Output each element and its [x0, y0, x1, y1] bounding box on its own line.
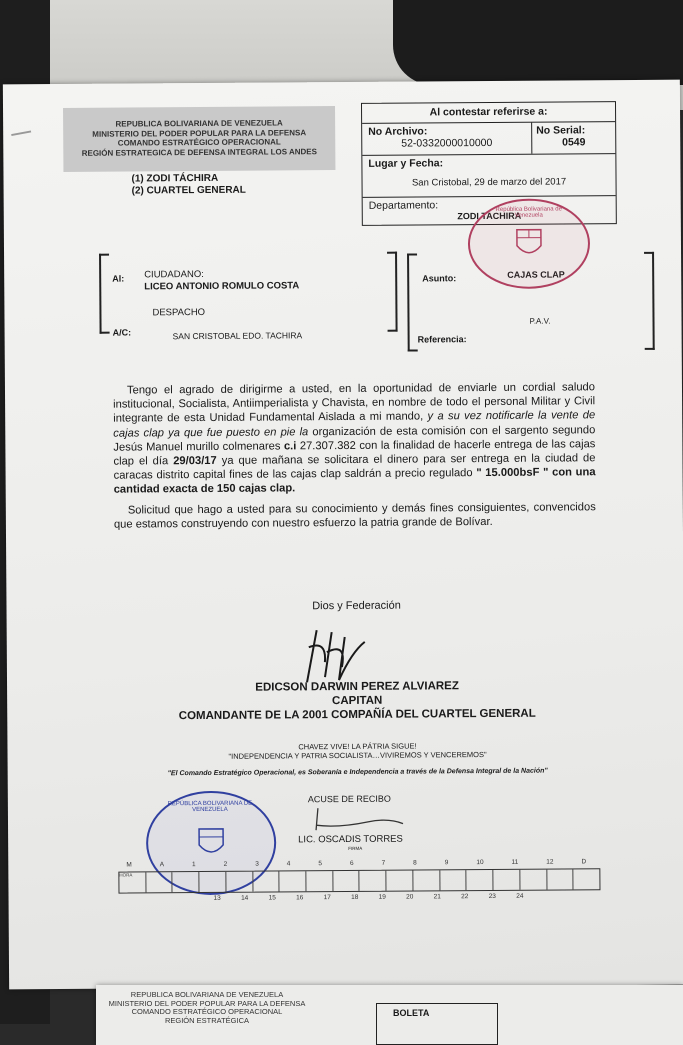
grid-label: 14: [241, 895, 248, 902]
receiver-name: LIC. OSCADIS TORRES: [298, 834, 403, 846]
body-paragraph-2: Solicitud que hago a usted para su conocimiento y demás fines consiguientes, convencidos que estamos construyendo con nuestro esfuerzo la patria grande de Bolívar.: [114, 500, 596, 532]
unit-labels: [131, 173, 245, 198]
body-text-a: Tengo el agrado de dirigirme a usted, en la oportunidad de enviarle un cordial saludo institucional, Socialista, Antiimperialista y Chavista, en nombre de todo el personal Militar y Civil integrante de esta Unidad Fundamental Aislada a mi mando,: [113, 381, 595, 425]
boleta-label: BOLETA: [377, 1004, 497, 1022]
grid-cell: [253, 871, 280, 891]
serial-label: No Serial:: [536, 124, 611, 137]
grid-cell: [467, 870, 494, 890]
gov-line: REPUBLICA BOLIVARIANA DE VENEZUELA: [63, 118, 335, 129]
body-paragraph-1: [113, 380, 596, 497]
body-text-d: con la finalidad de hacerle entrega de las cajas clap el día: [113, 438, 595, 468]
time-grid: [118, 868, 600, 893]
gov-line: COMANDO ESTRATÉGICO OPERACIONAL: [102, 1008, 312, 1017]
subject-right-bracket: [644, 252, 655, 350]
coat-of-arms-icon: [509, 226, 549, 262]
stamp-text: República Bolivariana de Venezuela: [484, 206, 574, 219]
ci-label: c.i: [284, 440, 297, 452]
grid-label: 6: [350, 860, 354, 867]
staple: [11, 130, 31, 136]
grid-cell: [173, 872, 200, 892]
ac-label: A/C:: [113, 327, 132, 337]
next-gov-header: [102, 991, 312, 1025]
citizen-label: CIUDADANO:: [144, 269, 204, 280]
department-value: ZODI TACHIRA: [369, 210, 610, 222]
unit-1: (1) ZODI TÁCHIRA: [131, 173, 245, 186]
grid-cell: [146, 872, 173, 892]
gov-line: MINISTERIO DEL PODER POPULAR PARA LA DEFENSA: [63, 128, 335, 139]
grid-label: 19: [379, 894, 386, 901]
grid-label: D: [581, 858, 586, 865]
subject-left-bracket: [407, 253, 418, 351]
signer-role: COMANDANTE DE LA 2001 COMPAÑÍA DEL CUARTEL GENERAL: [7, 705, 683, 724]
government-header: [63, 106, 335, 172]
price-quantity: " 15.000bsF " con una cantidad exacta de 150 cajas clap.: [114, 466, 596, 496]
gov-line: REGIÓN ESTRATEGICA DE DEFENSA INTEGRAL LOS ANDES: [63, 147, 335, 158]
coat-of-arms-icon: [191, 825, 231, 861]
letter-body: [113, 380, 596, 537]
grid-label: 15: [269, 894, 276, 901]
department-label: Departamento:: [369, 198, 610, 212]
place-date-row: [362, 154, 615, 198]
body-text-b: y a su vez notificarle la vente de cajas clap ya que fue puesto en pie la: [113, 410, 595, 440]
grid-cell: [306, 871, 333, 891]
serial-value: 0549: [536, 136, 611, 149]
archive-value: 52-0332000010000: [368, 137, 525, 150]
grid-label: 3: [255, 861, 259, 868]
grid-cell-hora: HORA: [119, 872, 146, 892]
grid-bottom-numbers: [214, 893, 524, 902]
grid-label: 18: [351, 894, 358, 901]
grid-label: A: [160, 861, 164, 868]
gov-line: REPUBLICA BOLIVARIANA DE VENEZUELA: [102, 991, 312, 1000]
official-seal-stamp: [468, 198, 591, 289]
grid-label: 23: [489, 893, 496, 900]
dark-object: [393, 0, 683, 85]
grid-cell: [360, 871, 387, 891]
signer-rank: CAPITAN: [7, 691, 683, 710]
unit-2: (2) CUARTEL GENERAL: [132, 185, 246, 198]
delivery-date: 29/03/17: [173, 455, 217, 467]
reference-label: Referencia:: [418, 334, 467, 344]
next-document-page: [96, 985, 683, 1045]
grid-label: 21: [434, 893, 441, 900]
grid-label: 13: [214, 895, 221, 902]
grid-cell: [520, 870, 547, 890]
body-text-e: ya que mañana se solicitara el dinero para ser entrega en la ciudad de caracas distrito capital fines de las cajas clap saldrán a precio regulado: [114, 452, 596, 482]
grid-label: 2: [224, 861, 228, 868]
place-date-value: San Cristobal, 29 de marzo del 2017: [369, 176, 610, 189]
stamp-text: REPÚBLICA BOLIVARIANA DE VENEZUELA: [160, 801, 260, 814]
grid-label: 8: [413, 860, 417, 867]
grid-cell: [226, 872, 253, 892]
document-page: [3, 80, 683, 990]
grid-label: M: [126, 861, 131, 868]
boleta-box: [376, 1003, 498, 1045]
grid-label: 12: [546, 859, 553, 866]
grid-cell: [440, 870, 467, 890]
archive-label: No Archivo:: [368, 125, 525, 138]
signer-name: EDICSON DARWIN PEREZ ALVIAREZ: [7, 677, 683, 696]
grid-cell: [413, 870, 440, 890]
grid-label: 10: [476, 859, 483, 866]
body-text-c: organización de esta comisión con el sargento segundo Jesús Manuel murillo colmenares: [113, 424, 595, 454]
motto-3: "El Comando Estratégico Operacional, es Soberanía e Independencia a través de la Defensa Integral de la Nación": [8, 765, 683, 779]
greeting: Dios y Federación: [6, 597, 683, 614]
mottos: [7, 739, 683, 779]
dispatch-label: DESPACHO: [152, 307, 205, 318]
grid-label: 22: [461, 893, 468, 900]
gov-line: COMANDO ESTRATÉGICO OPERACIONAL: [63, 137, 335, 148]
subject-value: CAJAS CLAP: [507, 269, 565, 279]
left-bracket: [99, 254, 110, 334]
grid-label: 5: [318, 860, 322, 867]
ci-value: 27.307.382: [296, 440, 356, 452]
motto-2: "INDEPENDENCIA Y PATRIA SOCIALISTA…VIVIREMOS Y VENCEREMOS": [8, 748, 683, 762]
gov-line: REGIÓN ESTRATÉGICA: [102, 1017, 312, 1026]
pav-label: P.A.V.: [529, 317, 550, 326]
signature-block: [7, 677, 683, 724]
motto-1: CHAVEZ VIVE! LA PÁTRIA SIGUE!: [7, 739, 683, 753]
grid-cell: [493, 870, 520, 890]
gov-line: MINISTERIO DEL PODER POPULAR PARA LA DEFENSA: [102, 1000, 312, 1009]
place-date-label: Lugar y Fecha:: [368, 156, 609, 170]
grid-cell: [547, 869, 574, 889]
grid-cell: [387, 871, 414, 891]
grid-cell: [574, 869, 600, 889]
grid-label: 20: [406, 894, 413, 901]
grid-label: 7: [382, 860, 386, 867]
grid-cell: [333, 871, 360, 891]
addressee-place: SAN CRISTOBAL EDO. TACHIRA: [173, 330, 303, 341]
al-label: Al:: [112, 274, 124, 284]
subject-label: Asunto:: [422, 273, 456, 283]
grid-label: 11: [512, 859, 519, 866]
grid-label: 1: [192, 861, 196, 868]
grid-cell: [200, 872, 227, 892]
grid-cell: [280, 871, 307, 891]
grid-label: 17: [324, 894, 331, 901]
addressee-right-bracket: [387, 252, 398, 332]
grid-label: 4: [287, 860, 291, 867]
reference-title: Al contestar referirse a:: [362, 102, 615, 124]
grid-label: 9: [445, 859, 449, 866]
receiver-firma-label: FIRMA: [348, 846, 362, 851]
addressee-name: LICEO ANTONIO ROMULO COSTA: [144, 280, 299, 292]
receipt-title: ACUSE DE RECIBO: [308, 794, 391, 805]
grid-label: 24: [516, 893, 523, 900]
grid-label: 16: [296, 894, 303, 901]
archive-row: [362, 122, 615, 156]
